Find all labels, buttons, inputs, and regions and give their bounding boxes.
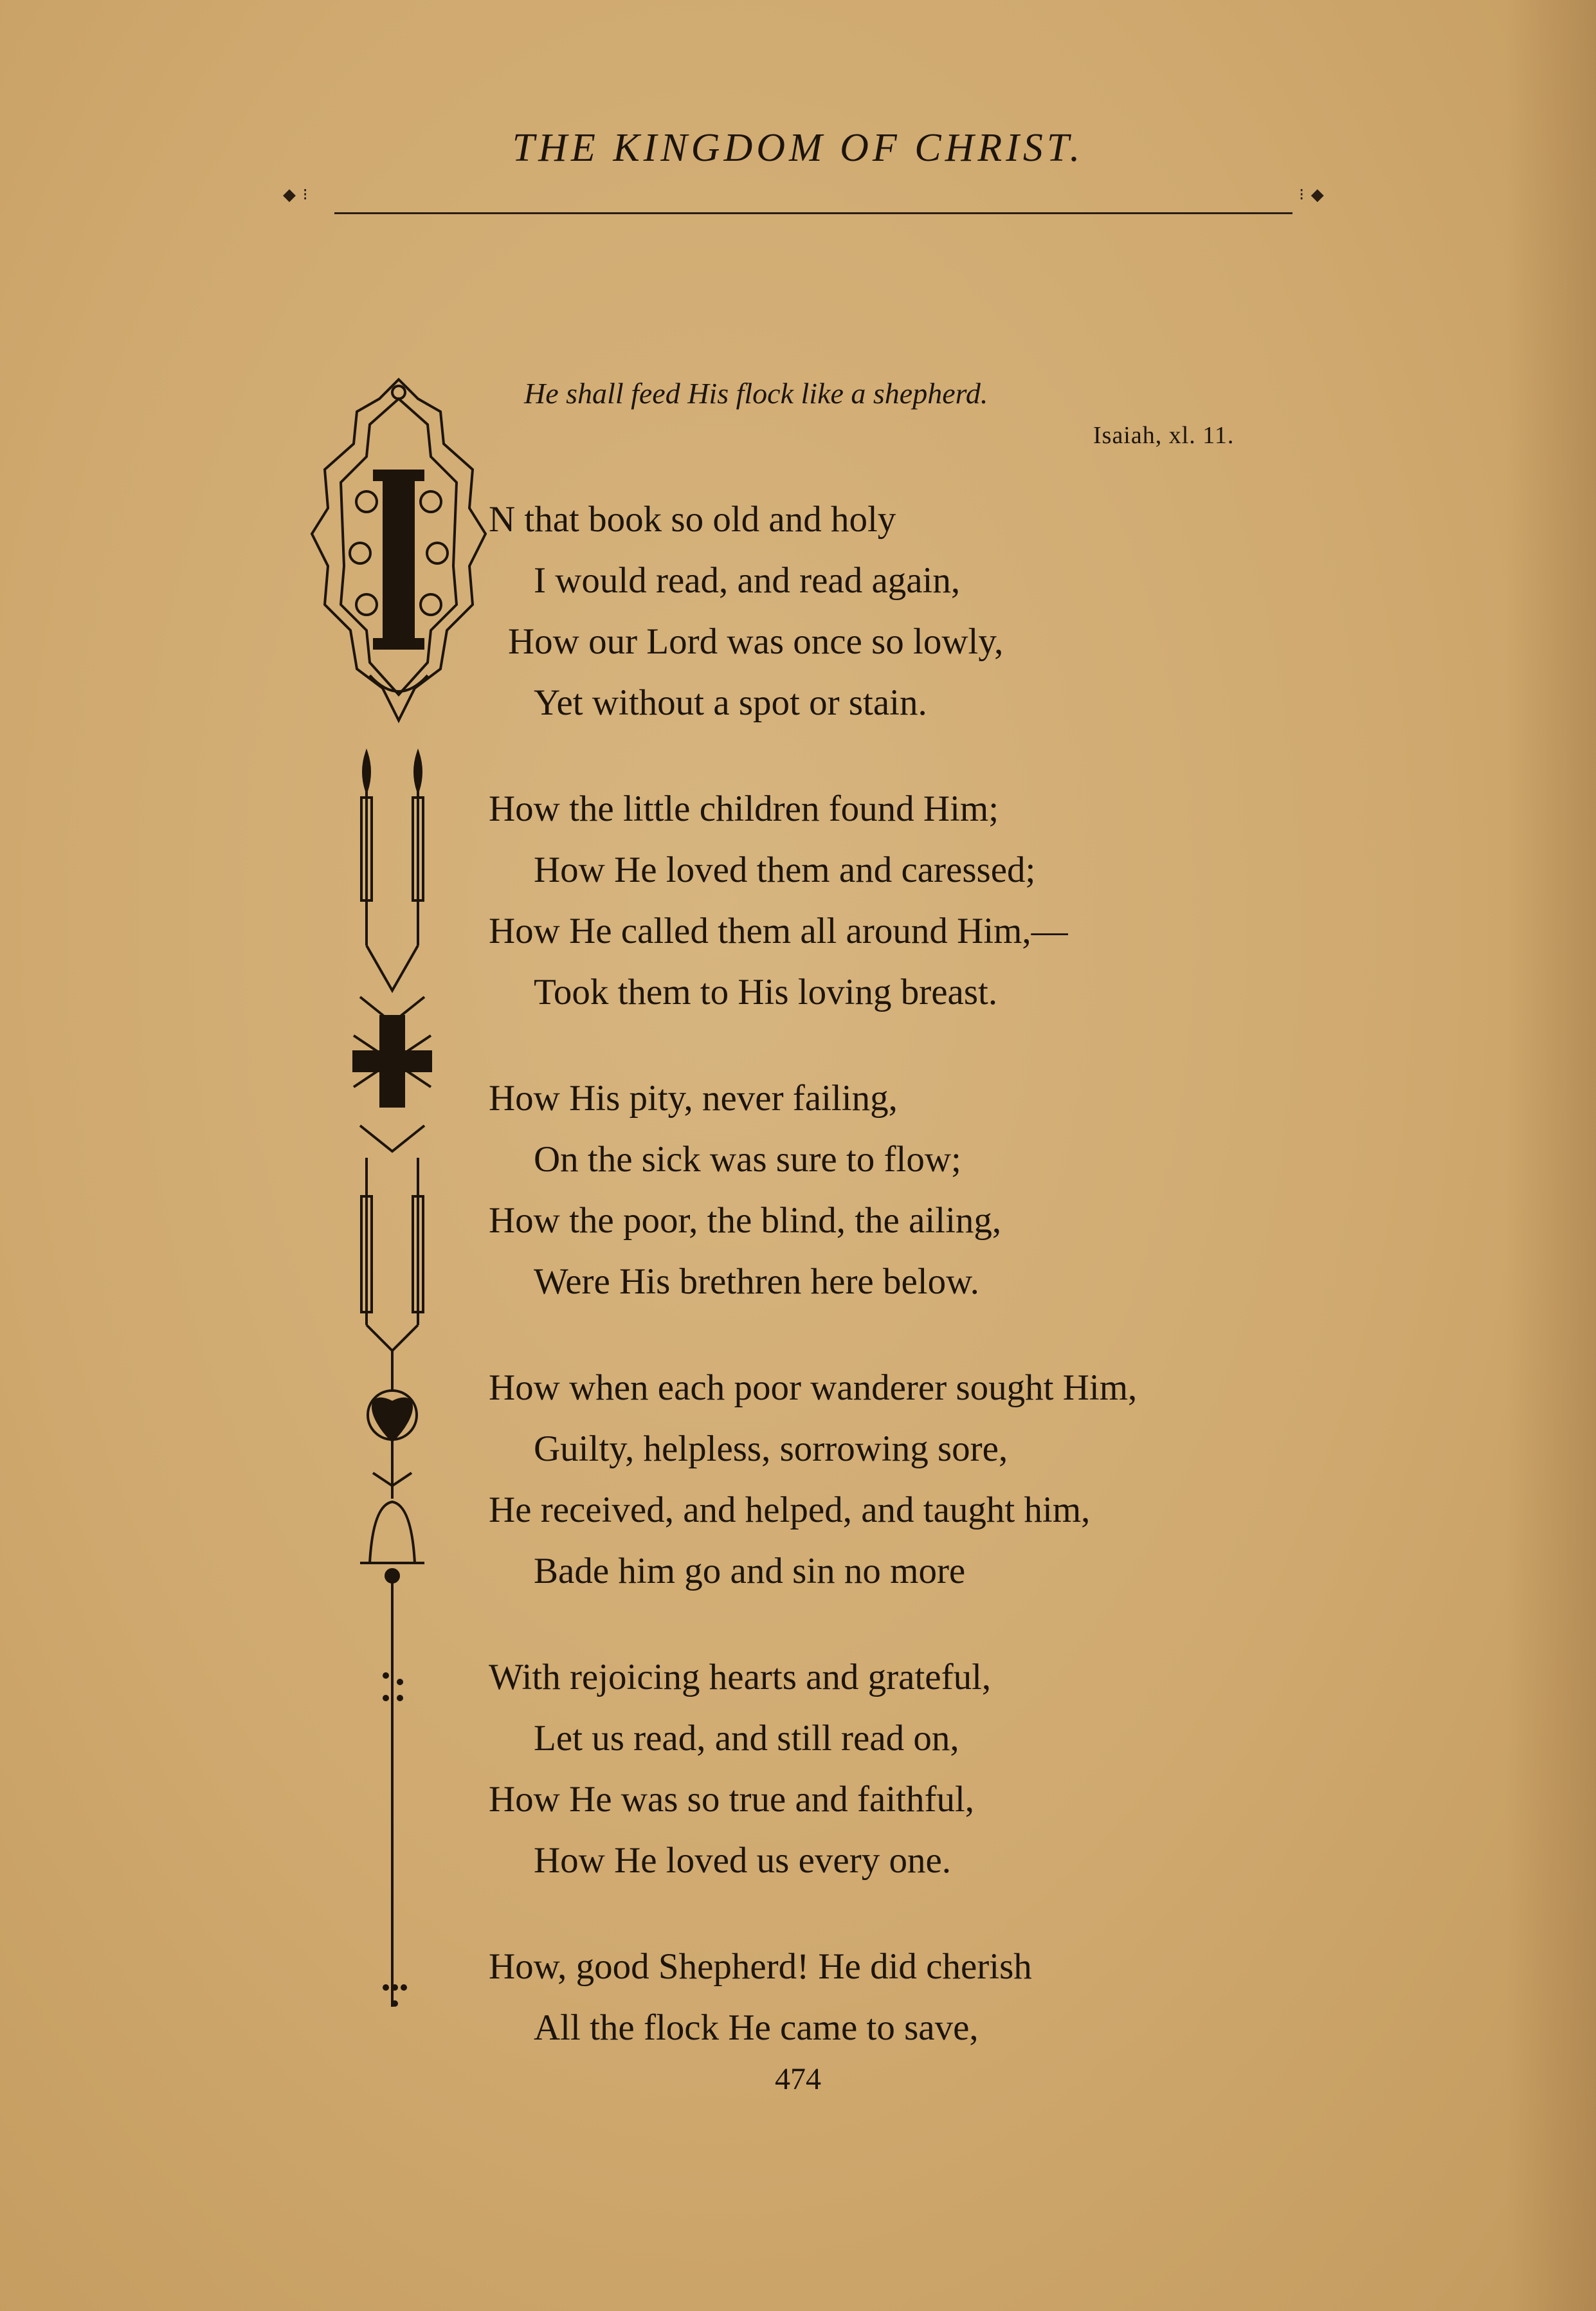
poem-body — [489, 489, 1453, 2103]
poem-line: He received, and helped, and taught him, — [489, 1490, 1091, 1530]
page-edge-shadow — [1506, 0, 1596, 2311]
illuminated-initial-I-icon — [309, 373, 489, 733]
poem-line: Yet without a spot or stain. — [534, 682, 927, 723]
poem-line: How the poor, the blind, the ailing, — [489, 1200, 1002, 1241]
stanza-4 — [489, 1357, 1453, 1602]
rule-left-ornament-icon: ◆ ⁝ — [283, 185, 309, 204]
poem-line: How our Lord was once so lowly, — [508, 621, 1004, 662]
poem-line: How He called them all around Him,— — [489, 911, 1068, 951]
vertical-ornament-vine-icon — [341, 733, 444, 2013]
poem-line: How the little children found Him; — [489, 789, 999, 829]
page-number: 474 — [775, 2062, 821, 2096]
stanza-1 — [489, 489, 1453, 733]
stanza-3 — [489, 1068, 1453, 1312]
poem-line: Were His brethren here below. — [534, 1261, 979, 1302]
running-head: THE KINGDOM OF CHRIST. — [512, 126, 1084, 170]
poem-line: I would read, and read again, — [534, 560, 961, 601]
poem-line: N that book so old and holy — [489, 499, 896, 540]
drop-cap-glyph — [383, 470, 415, 650]
poem-line: How He was so true and faithful, — [489, 1779, 975, 1820]
stanza-6 — [489, 1936, 1453, 2058]
poem-line: Took them to His loving breast. — [534, 972, 998, 1012]
poem-line: How He loved them and caressed; — [534, 850, 1036, 890]
header-rule — [334, 212, 1292, 214]
poem-line: Bade him go and sin no more — [534, 1551, 966, 1591]
poem-line: How He loved us every one. — [534, 1840, 951, 1881]
poem-line: All the flock He came to save, — [534, 2007, 979, 2048]
epigraph: He shall feed His flock like a shepherd. — [524, 377, 988, 410]
poem-line: How His pity, never failing, — [489, 1078, 898, 1119]
epigraph-citation: Isaiah, xl. 11. — [1093, 422, 1235, 449]
poem-line: Let us read, and still read on, — [534, 1718, 959, 1758]
poem-line: With rejoicing hearts and grateful, — [489, 1657, 992, 1697]
rule-right-ornament-icon: ⁝ ◆ — [1299, 185, 1325, 204]
stanza-5 — [489, 1647, 1453, 1891]
poem-line: How when each poor wanderer sought Him, — [489, 1367, 1138, 1408]
stanza-2 — [489, 778, 1453, 1023]
poem-line: Guilty, helpless, sorrowing sore, — [534, 1429, 1008, 1469]
poem-line: On the sick was sure to flow; — [534, 1139, 961, 1180]
poem-line: How, good Shepherd! He did cherish — [489, 1946, 1032, 1987]
